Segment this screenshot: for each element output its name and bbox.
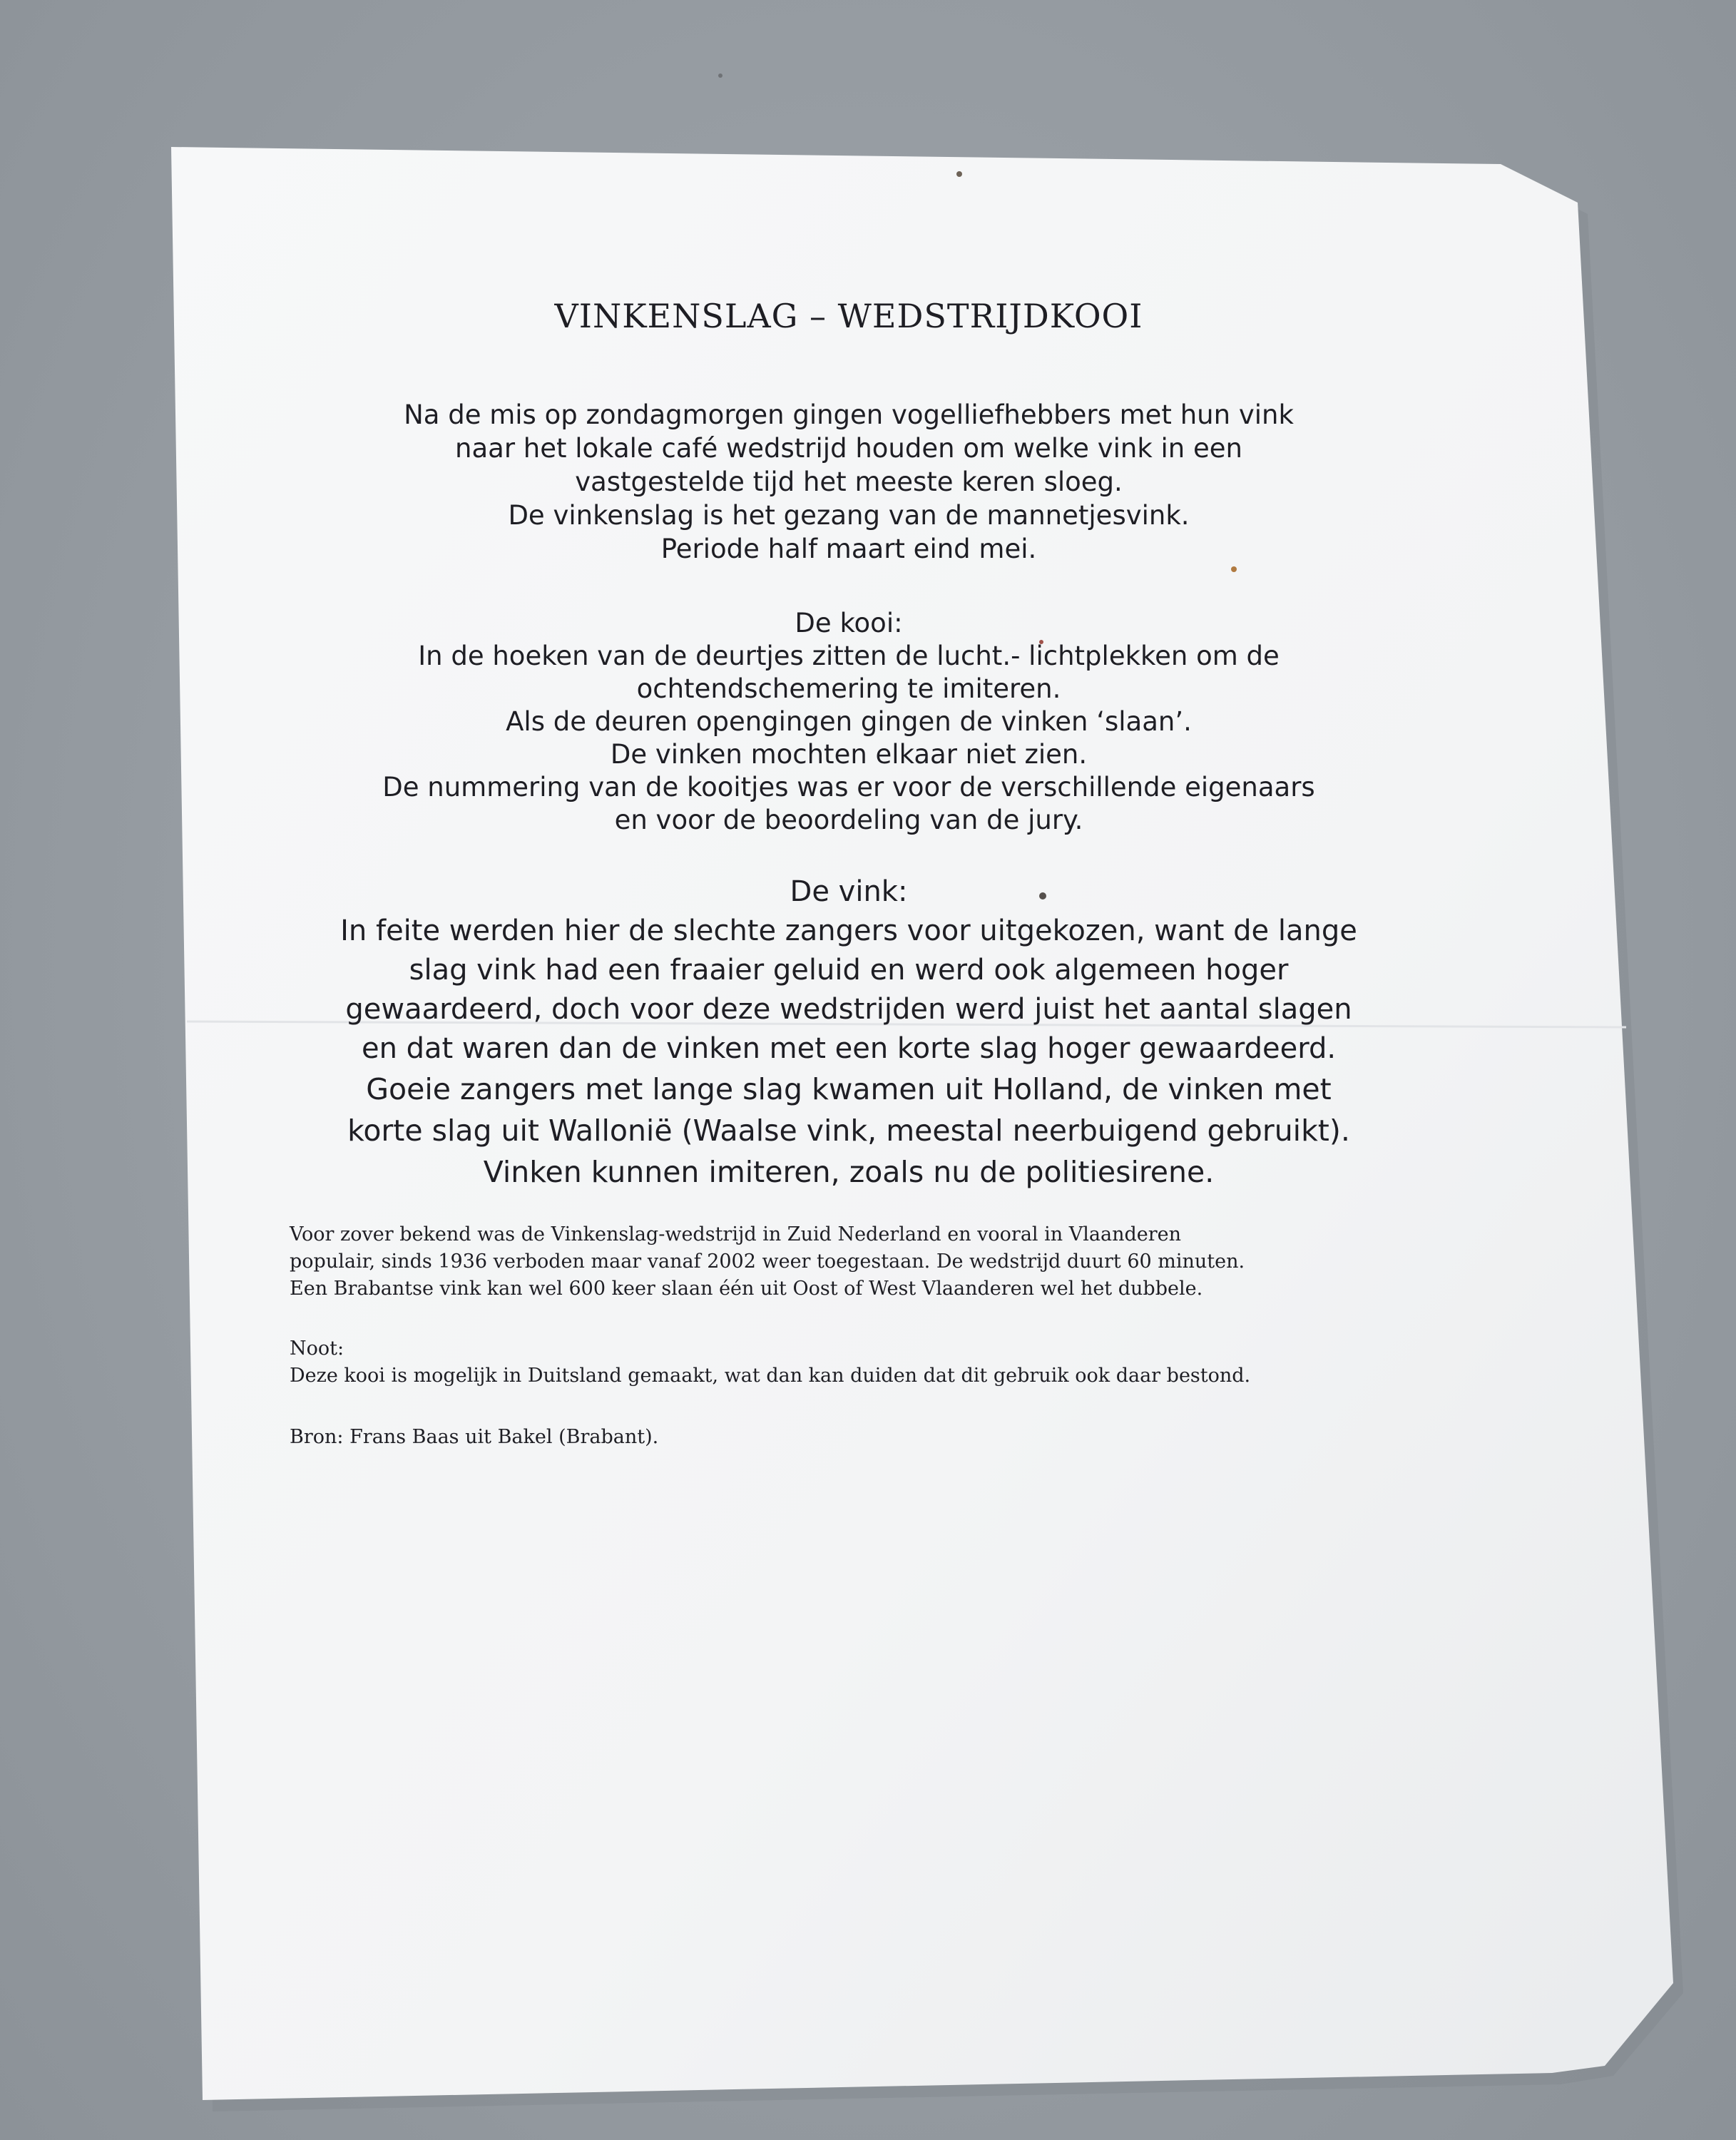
vink-line-large: Vinken kunnen imiteren, zoals nu de politiesirene.	[483, 1155, 1215, 1189]
vink-line-large: Goeie zangers met lange slag kwamen uit Holland, de vinken met	[366, 1072, 1332, 1106]
kooi-line: en voor de beoordeling van de jury.	[614, 805, 1083, 835]
kooi-line: Als de deuren opengingen gingen de vinken ‘slaan’.	[506, 706, 1192, 737]
vink-line-large: korte slag uit Wallonië (Waalse vink, meestal neerbuigend gebruikt).	[347, 1114, 1350, 1148]
document-title: VINKENSLAG – WEDSTRIJDKOOI	[554, 297, 1143, 335]
noot-heading: Noot:	[290, 1338, 344, 1360]
kooi-line: De vinken mochten elkaar niet zien.	[610, 739, 1088, 770]
vink-line: en dat waren dan de vinken met een korte slag hoger gewaardeerd.	[361, 1032, 1337, 1065]
intro-line: naar het lokale café wedstrijd houden om welke vink in een	[455, 433, 1242, 464]
bron-section	[290, 1424, 1469, 1451]
noot-text: Deze kooi is mogelijk in Duitsland gemaakt, wat dan kan duiden dat dit gebruik ook daar bestond.	[290, 1365, 1251, 1387]
kooi-line: In de hoeken van de deurtjes zitten de lucht.- lichtplekken om de	[418, 641, 1280, 671]
intro-line: De vinkenslag is het gezang van de mannetjesvink.	[508, 500, 1190, 531]
speck	[718, 73, 723, 78]
kooi-section	[228, 607, 1469, 837]
intro-line: Na de mis op zondagmorgen gingen vogelliefhebbers met hun vink	[404, 399, 1294, 430]
vink-heading: De vink:	[790, 875, 908, 908]
extra-line: Voor zover bekend was de Vinkenslag-wedstrijd in Zuid Nederland en vooral in Vlaanderen	[290, 1223, 1182, 1245]
kooi-line: ochtendschemering te imiteren.	[636, 673, 1061, 704]
vink-line: gewaardeerd, doch voor deze wedstrijden werd juist het aantal slagen	[345, 993, 1352, 1026]
intro-line: vastgestelde tijd het meeste keren sloeg.	[575, 467, 1123, 497]
vink-section	[228, 872, 1469, 1193]
vink-line: In feite werden hier de slechte zangers voor uitgekozen, want de lange	[340, 914, 1357, 947]
kooi-heading: De kooi:	[795, 608, 903, 638]
document-content	[228, 271, 1469, 1451]
extra-paragraph	[290, 1221, 1469, 1303]
kooi-line: De nummering van de kooitjes was er voor de verschillende eigenaars	[382, 772, 1315, 802]
intro-line: Periode half maart eind mei.	[660, 534, 1037, 564]
extra-line: Een Brabantse vink kan wel 600 keer slaan één uit Oost of West Vlaanderen wel het dubbele.	[290, 1278, 1203, 1300]
noot-section	[290, 1335, 1469, 1390]
speck	[956, 171, 962, 177]
intro-paragraph	[228, 398, 1469, 566]
bron-text: Bron: Frans Baas uit Bakel (Brabant).	[290, 1426, 659, 1448]
extra-line: populair, sinds 1936 verboden maar vanaf 2002 weer toegestaan. De wedstrijd duurt 60 minuten.	[290, 1250, 1245, 1273]
vink-line: slag vink had een fraaier geluid en werd ook algemeen hoger	[409, 954, 1289, 987]
